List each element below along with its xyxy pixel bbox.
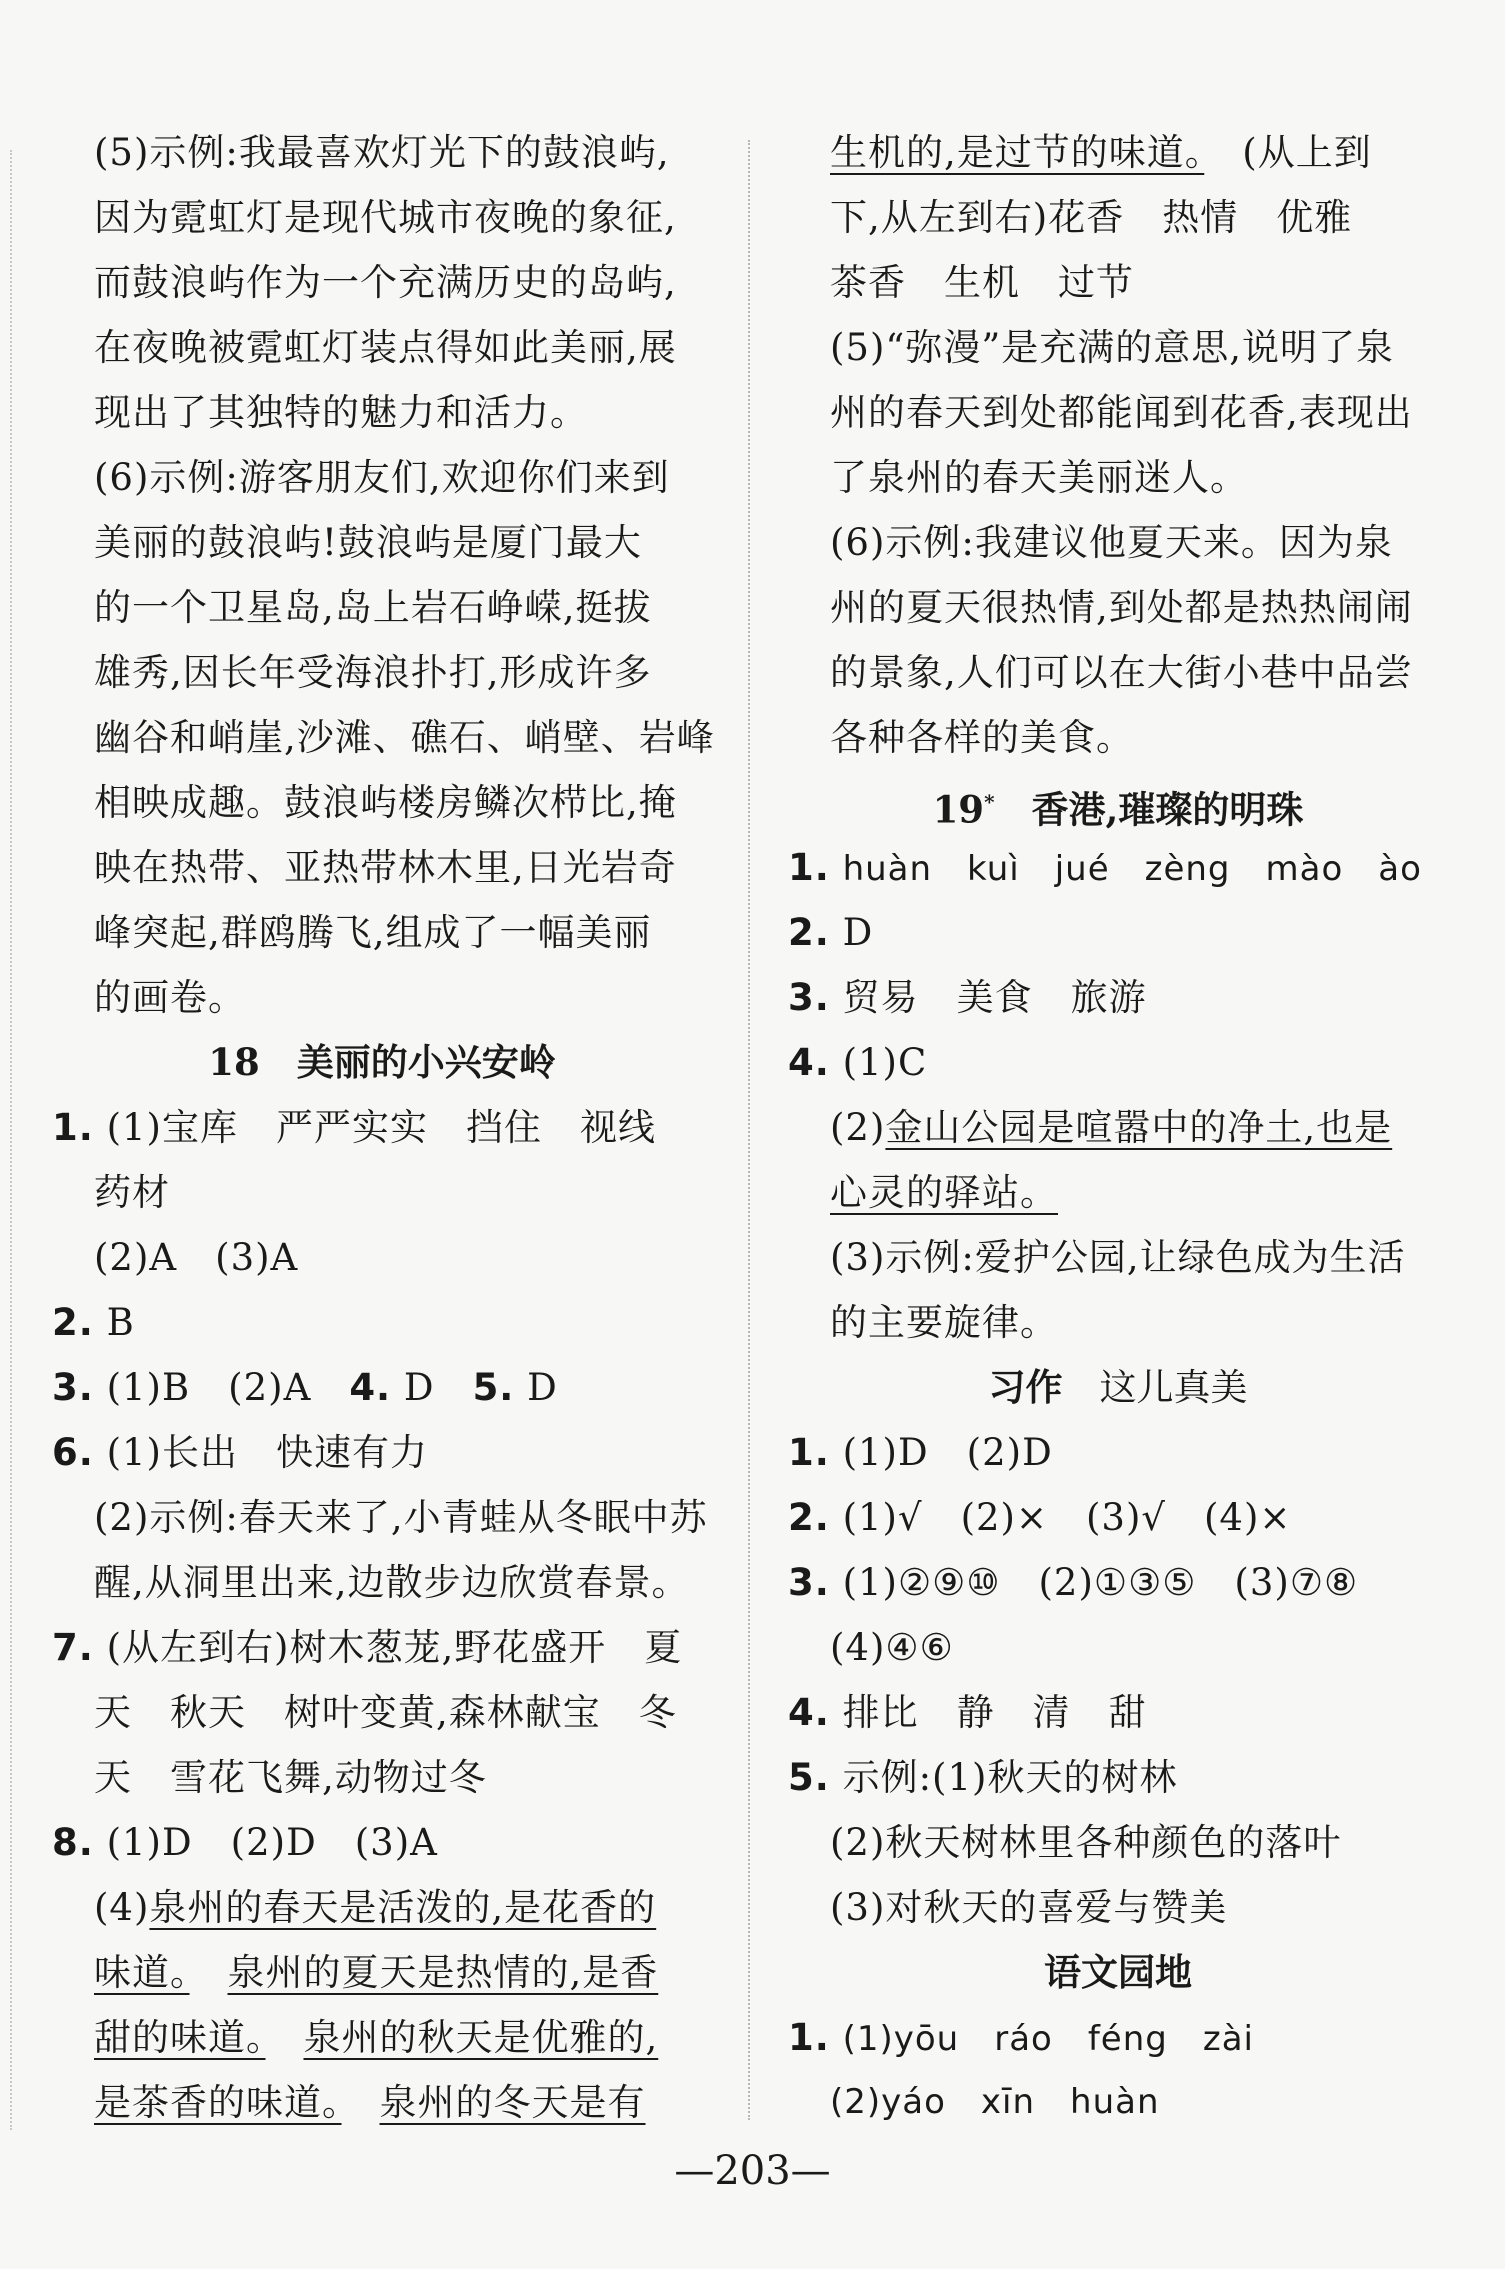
text-line: (3)对秋天的喜爱与赞美 <box>830 1886 1228 1929</box>
question-number: 2. <box>788 911 830 954</box>
text-line: 映在热带、亚热带林木里,日光岩奇 <box>94 846 677 889</box>
answer-text: (1)D (2)D <box>842 1431 1053 1474</box>
answer-text: (1)√ (2)× (3)√ (4)× <box>842 1496 1292 1539</box>
text-line: 的主要旋律。 <box>830 1301 1058 1344</box>
question-number: 1. <box>788 2016 830 2059</box>
question-number: 8. <box>52 1821 94 1864</box>
section-title-bold: 习作 <box>988 1365 1063 1409</box>
xizuo-answer-5 <box>788 1745 1448 1810</box>
text-line <box>52 2005 712 2070</box>
answer-text: B <box>106 1301 135 1344</box>
text-line: 的画卷。 <box>94 976 246 1019</box>
text-line: 雄秀,因长年受海浪扑打,形成许多 <box>94 651 652 694</box>
question-7 <box>52 1615 712 1680</box>
text-line <box>52 1940 712 2005</box>
xizuo-answer-3 <box>788 1550 1448 1615</box>
answer-text: 排比 静 清 甜 <box>842 1691 1147 1734</box>
star-mark: * <box>984 790 995 814</box>
answer-text: D <box>527 1366 558 1409</box>
text-span: (4) <box>94 1886 150 1929</box>
question-number: 2. <box>788 1496 830 1539</box>
section-title-yuwen: 语文园地 <box>1044 1950 1192 1994</box>
question-number: 1. <box>788 1431 830 1474</box>
answer-text: 贸易 美食 旅游 <box>842 976 1147 1019</box>
answer-text: (从左到右)树木葱茏,野花盛开 夏 <box>106 1626 683 1669</box>
question-number: 3. <box>52 1366 94 1409</box>
question-number: 2. <box>52 1301 94 1344</box>
text-line <box>788 120 1448 185</box>
question-number: 4. <box>349 1366 392 1409</box>
question-6 <box>52 1420 712 1485</box>
underlined-text: 泉州的秋天是优雅的, <box>303 2016 659 2059</box>
section-title-xizuo <box>788 1355 1448 1420</box>
text-line: 的一个卫星岛,岛上岩石峥嵘,挺拔 <box>94 586 652 629</box>
underlined-text: 是茶香的味道。 <box>94 2081 342 2124</box>
text-line: 州的夏天很热情,到处都是热热闹闹 <box>830 586 1413 629</box>
question-number: 5. <box>472 1366 515 1409</box>
answer-text: (1)C <box>842 1041 928 1084</box>
question-number: 4. <box>788 1041 830 1084</box>
answer-text: (1)D (2)D (3)A <box>106 1821 438 1864</box>
text-line: (2)A (3)A <box>94 1236 299 1279</box>
answer-3 <box>788 965 1448 1030</box>
text-line: 因为霓虹灯是现代城市夜晚的象征, <box>94 196 677 239</box>
pinyin-line: (2)yáo xīn huàn <box>830 2082 1160 2122</box>
text-line: (6)示例:游客朋友们,欢迎你们来到 <box>94 456 670 499</box>
text-line: (4)④⑥ <box>830 1626 954 1669</box>
text-line: 美丽的鼓浪屿!鼓浪屿是厦门最大 <box>94 521 642 564</box>
answer-text: 示例:(1)秋天的树林 <box>842 1756 1178 1799</box>
underlined-text: 金山公园是喧嚣中的净土,也是 <box>885 1106 1393 1149</box>
pinyin-answer: (1)yōu ráo féng zài <box>842 2019 1254 2059</box>
text-line: 州的春天到处都能闻到花香,表现出 <box>830 391 1413 434</box>
left-column <box>52 120 715 2135</box>
section-title-text: 香港,璀璨的明珠 <box>1031 787 1304 832</box>
text-line: 相映成趣。鼓浪屿楼房鳞次栉比,掩 <box>94 781 677 824</box>
answer-text: (1)长出 快速有力 <box>106 1431 428 1474</box>
yuwen-answer-1 <box>788 2005 1448 2070</box>
text-line: (5)示例:我最喜欢灯光下的鼓浪屿, <box>94 131 670 174</box>
question-number: 1. <box>52 1106 94 1149</box>
text-line: 在夜晚被霓虹灯装点得如此美丽,展 <box>94 326 677 369</box>
underlined-text: 生机的,是过节的味道。 <box>830 131 1205 174</box>
text-line: 茶香 生机 过节 <box>830 261 1134 304</box>
underlined-text: 甜的味道。 <box>94 2016 266 2059</box>
answer-text: D <box>842 911 874 954</box>
question-number: 3. <box>788 1561 830 1604</box>
underlined-text: 味道。 <box>94 1951 190 1994</box>
text-line: 现出了其独特的魅力和活力。 <box>94 391 588 434</box>
text-line: 醒,从洞里出来,边散步边欣赏春景。 <box>94 1561 690 1604</box>
question-number: 1. <box>788 846 830 889</box>
text-line: 峰突起,群鸥腾飞,组成了一幅美丽 <box>94 911 652 954</box>
question-number: 7. <box>52 1626 94 1669</box>
underlined-text: 心灵的驿站。 <box>830 1171 1058 1214</box>
section-title-19 <box>788 770 1448 835</box>
text-line <box>788 1095 1448 1160</box>
underlined-text: 泉州的冬天是有 <box>379 2081 646 2124</box>
text-line: (5)“弥漫”是充满的意思,说明了泉 <box>830 326 1395 369</box>
text-line <box>52 2070 712 2135</box>
question-number: 5. <box>788 1756 830 1799</box>
text-line <box>52 1875 712 1940</box>
text-line: 天 雪花飞舞,动物过冬 <box>94 1756 487 1799</box>
text-line: (3)示例:爱护公园,让绿色成为生活 <box>830 1236 1406 1279</box>
question-number: 6. <box>52 1431 94 1474</box>
page-number: —203— <box>674 2148 831 2194</box>
underlined-text: 泉州的春天是活泼的,是花香的 <box>149 1886 657 1929</box>
answer-text: D <box>403 1366 435 1409</box>
underlined-text: 泉州的夏天是热情的,是香 <box>227 1951 659 1994</box>
text-line: 药材 <box>94 1171 170 1214</box>
text-line: 下,从左到右)花香 热情 优雅 <box>830 196 1353 239</box>
text-line: 而鼓浪屿作为一个充满历史的岛屿, <box>94 261 677 304</box>
question-1 <box>52 1095 712 1160</box>
question-number: 4. <box>788 1691 830 1734</box>
column-divider <box>748 140 750 2120</box>
question-2 <box>52 1290 712 1355</box>
text-line: (2)秋天树林里各种颜色的落叶 <box>830 1821 1342 1864</box>
answer-text: (1)②⑨⑩ (2)①③⑤ (3)⑦⑧ <box>842 1561 1359 1604</box>
text-span: (2) <box>830 1106 886 1149</box>
section-title-text: 这儿真美 <box>1099 1366 1248 1409</box>
text-line: (2)示例:春天来了,小青蛙从冬眠中苏 <box>94 1496 708 1539</box>
section-number: 19 <box>932 787 985 832</box>
left-edge-dots <box>10 150 12 2130</box>
xizuo-answer-2 <box>788 1485 1448 1550</box>
text-line: (6)示例:我建议他夏天来。因为泉 <box>830 521 1393 564</box>
answer-4 <box>788 1030 1448 1095</box>
answer-1 <box>788 835 1448 900</box>
text-span: (从上到 <box>1242 131 1372 174</box>
text-line: 幽谷和峭崖,沙滩、礁石、峭壁、岩峰 <box>94 716 715 759</box>
answer-text: (1)宝库 严严实实 挡住 视线 <box>106 1106 656 1149</box>
question-number: 3. <box>788 976 830 1019</box>
text-line: 了泉州的春天美丽迷人。 <box>830 456 1248 499</box>
right-column <box>788 120 1448 2135</box>
question-8 <box>52 1810 712 1875</box>
answer-text: (1)B (2)A <box>106 1366 312 1409</box>
xizuo-answer-1 <box>788 1420 1448 1485</box>
text-line <box>788 1160 1448 1225</box>
text-line: 各种各样的美食。 <box>830 716 1134 759</box>
pinyin-answer: huàn kuì jué zèng mào ào <box>842 849 1422 889</box>
section-title-18: 18 美丽的小兴安岭 <box>208 1040 556 1084</box>
answer-2 <box>788 900 1448 965</box>
text-line: 的景象,人们可以在大街小巷中品尝 <box>830 651 1413 694</box>
question-3-4-5 <box>52 1355 712 1420</box>
xizuo-answer-4 <box>788 1680 1448 1745</box>
text-line: 天 秋天 树叶变黄,森林献宝 冬 <box>94 1691 677 1734</box>
